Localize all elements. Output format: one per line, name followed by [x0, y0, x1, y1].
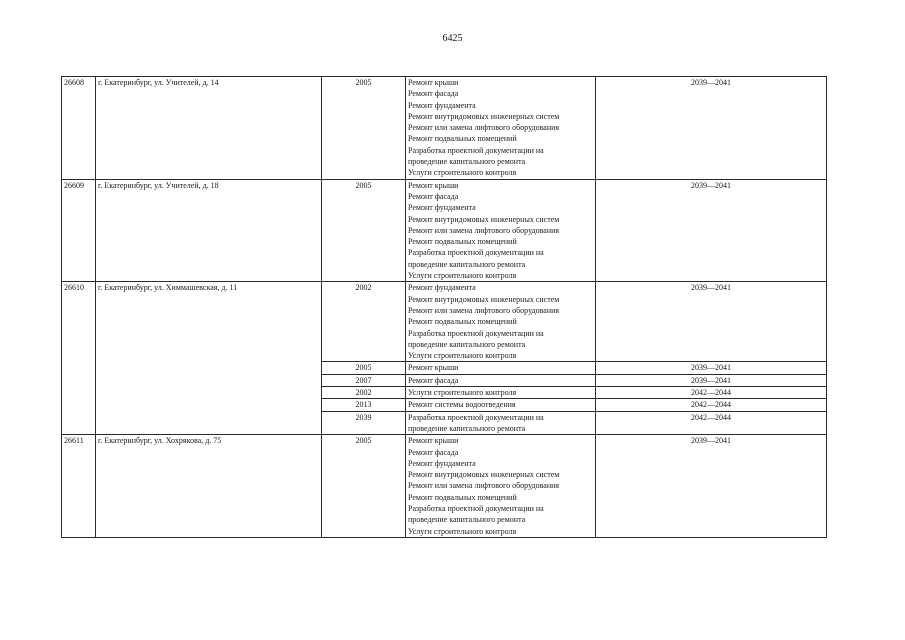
work-types [406, 77, 596, 180]
table-row [62, 282, 827, 362]
building-address: г. Екатеринбург, ул. Учителей, д. 18 [96, 179, 322, 282]
work-type-item: Ремонт фундамента [408, 100, 476, 110]
build-year: 2005 [322, 77, 406, 180]
building-address: г. Екатеринбург, ул. Химмашевская, д. 11 [96, 282, 322, 435]
building-id: 26609 [62, 179, 96, 282]
work-type-item: Ремонт подвальных помещений [408, 237, 517, 247]
work-type-item: Услуги строительного контроля [408, 351, 517, 361]
work-type-item: Ремонт внутридомовых инженерных систем [408, 470, 560, 480]
work-types [406, 411, 596, 435]
work-type-item: Ремонт крыши [408, 78, 459, 87]
table-row [62, 179, 827, 282]
planned-period: 2039—2041 [596, 362, 827, 374]
planned-period: 2042—2044 [596, 387, 827, 399]
work-type-item: Ремонт фасада [408, 191, 459, 201]
work-type-item: Ремонт фасада [408, 375, 459, 385]
planned-period: 2039—2041 [596, 282, 827, 362]
work-type-item: Ремонт фундамента [408, 283, 476, 293]
work-types [406, 282, 596, 362]
table-row [62, 77, 827, 180]
repair-schedule-body [62, 77, 827, 538]
building-address: г. Екатеринбург, ул. Хохрякова, д. 75 [96, 435, 322, 538]
work-types [406, 362, 596, 374]
work-type-item: Ремонт подвальных помещений [408, 492, 517, 502]
work-type-item: Ремонт или замена лифтового оборудования [408, 305, 560, 315]
work-type-item: Разработка проектной документации на [408, 503, 544, 513]
work-type-item: проведение капитального ремонта [408, 423, 526, 433]
build-year: 2013 [322, 399, 406, 411]
work-type-item: Ремонт системы водоотведения [408, 400, 516, 410]
work-type-item: Ремонт или замена лифтового оборудования [408, 481, 560, 491]
work-type-item: Ремонт фасада [408, 447, 459, 457]
planned-period: 2039—2041 [596, 77, 827, 180]
work-type-item: Ремонт крыши [408, 180, 459, 190]
planned-period: 2039—2041 [596, 374, 827, 386]
work-type-item: Услуги строительного контроля [408, 168, 517, 178]
work-types [406, 399, 596, 411]
build-year: 2002 [322, 282, 406, 362]
building-address: г. Екатеринбург, ул. Учителей, д. 14 [96, 77, 322, 180]
building-id: 26611 [62, 435, 96, 538]
work-type-item: Ремонт или замена лифтового оборудования [408, 225, 560, 235]
work-types [406, 387, 596, 399]
work-type-item: Ремонт крыши [408, 436, 459, 446]
repair-schedule-table [61, 76, 827, 538]
work-type-item: Ремонт внутридомовых инженерных систем [408, 214, 560, 224]
page-number: 6425 [442, 33, 463, 44]
build-year: 2005 [322, 179, 406, 282]
planned-period: 2042—2044 [596, 411, 827, 435]
work-type-item: Ремонт фундамента [408, 203, 476, 213]
work-type-item: проведение капитального ремонта [408, 339, 526, 349]
work-type-item: Ремонт фасада [408, 89, 459, 99]
work-type-item: проведение капитального ремонта [408, 157, 526, 167]
planned-period: 2042—2044 [596, 399, 827, 411]
work-type-item: Ремонт подвальных помещений [408, 134, 517, 144]
building-id: 26608 [62, 77, 96, 180]
work-type-item: Ремонт или замена лифтового оборудования [408, 123, 560, 133]
work-type-item: Разработка проектной документации на [408, 145, 544, 155]
work-type-item: Ремонт фундамента [408, 458, 476, 468]
build-year: 2007 [322, 374, 406, 386]
work-type-item: Ремонт внутридомовых инженерных систем [408, 294, 560, 304]
work-type-item: Разработка проектной документации на [408, 328, 544, 338]
planned-period: 2039—2041 [596, 179, 827, 282]
work-types [406, 374, 596, 386]
work-type-item: Ремонт крыши [408, 363, 459, 373]
work-type-item: Ремонт внутридомовых инженерных систем [408, 111, 560, 121]
work-type-item: проведение капитального ремонта [408, 515, 526, 525]
table-row [62, 435, 827, 538]
work-type-item: Разработка проектной документации на [408, 412, 544, 422]
build-year: 2005 [322, 435, 406, 538]
work-types [406, 179, 596, 282]
work-type-item: Услуги строительного контроля [408, 271, 517, 281]
build-year: 2005 [322, 362, 406, 374]
work-type-item: Разработка проектной документации на [408, 248, 544, 258]
build-year: 2002 [322, 387, 406, 399]
building-id: 26610 [62, 282, 96, 435]
planned-period: 2039—2041 [596, 435, 827, 538]
work-type-item: Услуги строительного контроля [408, 526, 517, 536]
build-year: 2039 [322, 411, 406, 435]
work-type-item: Ремонт подвальных помещений [408, 317, 517, 327]
work-types [406, 435, 596, 538]
work-type-item: Услуги строительного контроля [408, 388, 517, 398]
work-type-item: проведение капитального ремонта [408, 259, 526, 269]
